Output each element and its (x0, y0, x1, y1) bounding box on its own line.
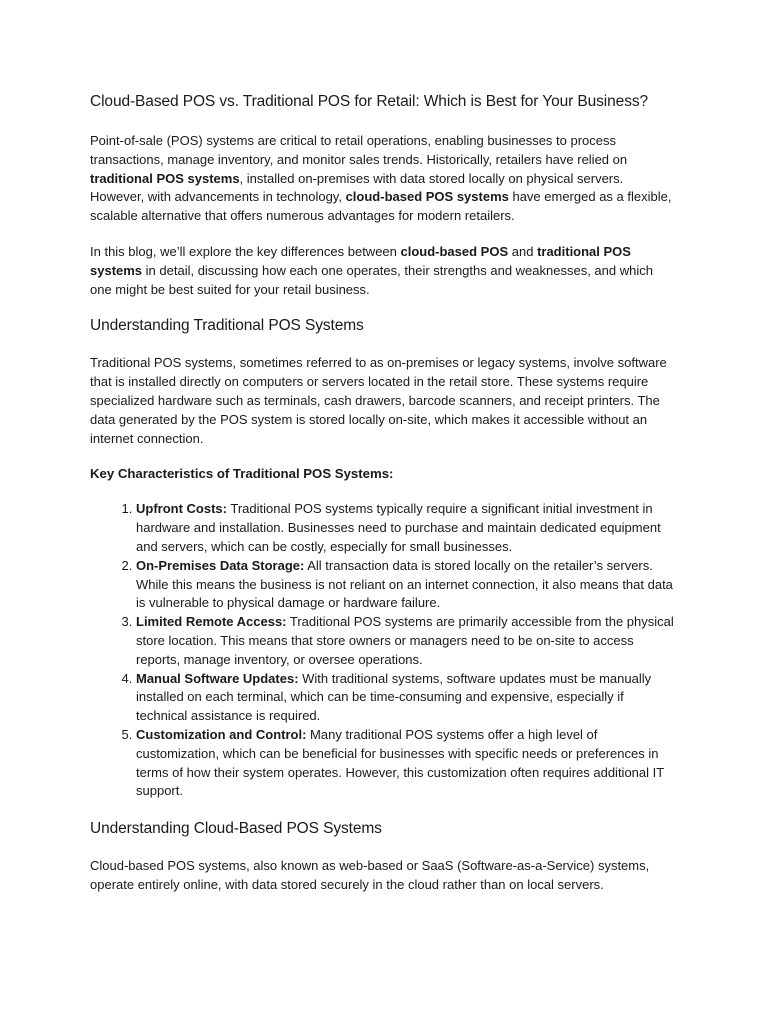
list-item (136, 670, 678, 726)
list-item-text: All transaction data is stored locally on the retailer’s servers. While this means the business is not reliant on an internet connection, it also means that data is vulnerable to physical damage or hardware failure. (136, 557, 673, 611)
list-item (136, 726, 678, 801)
characteristics-subheading: Key Characteristics of Traditional POS Systems: (90, 466, 394, 482)
list-item-label: Limited Remote Access: (136, 614, 287, 630)
list-item-label: Upfront Costs: (136, 501, 227, 517)
text-run: In this blog, we’ll explore the key differences between (90, 243, 401, 259)
bold-term: cloud-based POS systems (345, 189, 509, 205)
text-run: , installed on-premises with data stored locally on physical servers. However, with advancements in technology, (90, 170, 624, 205)
text-run: have emerged as a flexible, scalable alternative that offers numerous advantages for modern retailers. (90, 189, 672, 224)
characteristics-list (90, 500, 678, 801)
section-heading-traditional: Understanding Traditional POS Systems (90, 317, 364, 335)
list-item-label: Customization and Control: (136, 726, 307, 742)
list-item-text: Traditional POS systems typically require a significant initial investment in hardware and installation. Businesses need to purchase and maintain dedicated equipment and servers, which can be costly, especially for small businesses. (136, 501, 661, 554)
list-item (136, 557, 678, 613)
list-item-text: Traditional POS systems are primarily accessible from the physical store location. This means that store owners or managers need to be on-site to access reports, manage inventory, or oversee operations. (136, 614, 674, 667)
text-run: in detail, discussing how each one operates, their strengths and weaknesses, and which one might be best suited for your retail business. (90, 262, 653, 297)
cloud-paragraph: Cloud-based POS systems, also known as web-based or SaaS (Software-as-a-Service) systems, operate entirely online, with data stored securely in the cloud rather than on local servers. (90, 858, 650, 892)
bold-term: traditional POS systems (90, 170, 240, 186)
section-heading-cloud: Understanding Cloud-Based POS Systems (90, 820, 382, 838)
list-item-text: Many traditional POS systems offer a high level of customization, which can be beneficial for businesses with specific needs or preferences in terms of how their system operates. However, this customization often requires additional IT support. (136, 726, 664, 799)
bold-term: cloud-based POS (400, 243, 509, 259)
traditional-paragraph: Traditional POS systems, sometimes referred to as on-premises or legacy systems, involve software that is installed directly on computers or servers located in the retail store. These systems require specialized hardware such as terminals, cash drawers, barcode scanners, and receipt printers. The data generated by the POS system is stored locally on-site, which makes it accessible without an internet connection. (90, 355, 667, 446)
intro-paragraph-2 (90, 243, 678, 299)
list-item (136, 500, 678, 556)
list-item-text: With traditional systems, software updates must be manually installed on each terminal, which can be time-consuming and expensive, especially if technical assistance is required. (136, 670, 652, 724)
text-run: Point-of-sale (POS) systems are critical to retail operations, enabling businesses to process transactions, manage inventory, and monitor sales trends. Historically, retailers have relied on (90, 133, 628, 167)
list-item (136, 613, 678, 669)
text-run: and (508, 243, 538, 259)
list-item-label: Manual Software Updates: (136, 670, 299, 686)
list-item-label: On-Premises Data Storage: (136, 557, 305, 573)
document-title: Cloud-Based POS vs. Traditional POS for Retail: Which is Best for Your Business? (90, 93, 649, 110)
intro-paragraph-1 (90, 132, 678, 226)
bold-term: traditional POS systems (90, 243, 631, 278)
